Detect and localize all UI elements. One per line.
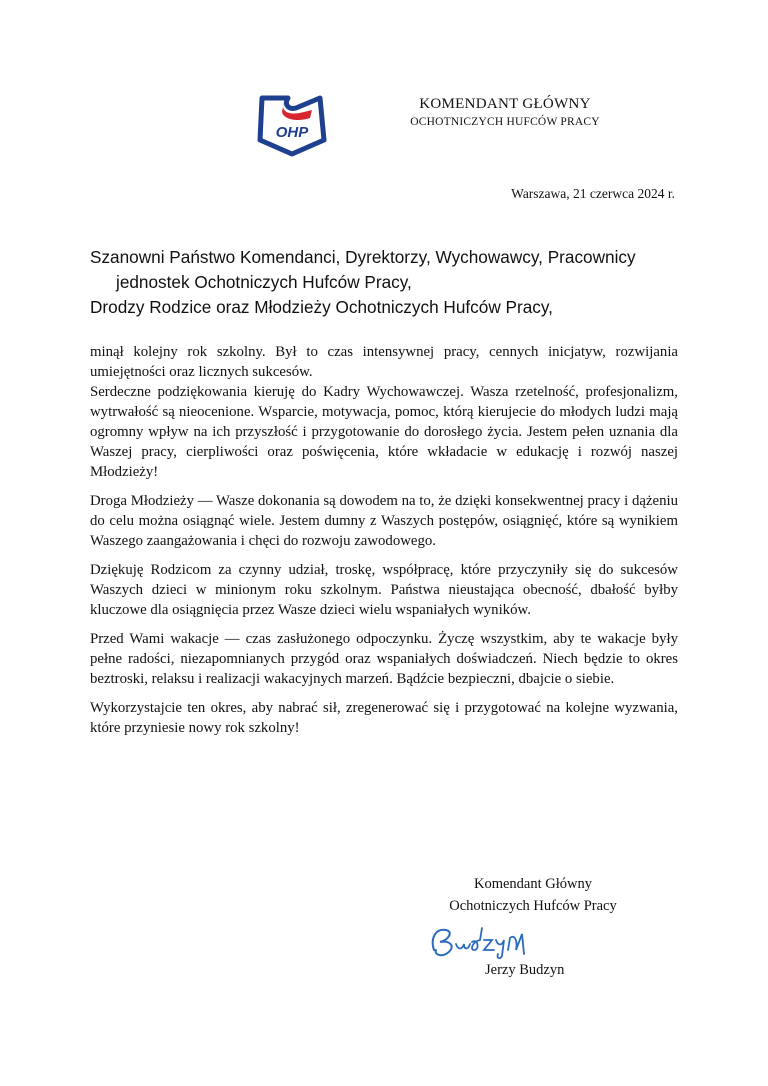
logo-text: OHP: [275, 124, 309, 141]
org-title-line1: KOMENDANT GŁÓWNY: [419, 96, 591, 112]
paragraph-4: Dziękuję Rodzicom za czynny udział, troskę, współpracę, które przyczyniły się do sukcesów Waszych dzieci w minionym roku szkolnym. Państwa nieustająca obecność, dbałość byłby kluczowe dla osiągnięcia przez Wasze dzieci wielu wspaniałych wyników.: [90, 562, 678, 618]
letter-body: [90, 342, 678, 738]
paragraph-1: minął kolejny rok szkolny. Był to czas intensywnej pracy, cennych inicjatyw, rozwijania umiejętności oraz licznych sukcesów.: [90, 344, 678, 380]
signature-title-line2: Ochotniczych Hufców Pracy: [449, 898, 617, 914]
signature-title: [428, 873, 638, 917]
signature-title-line1: Komendant Główny: [474, 876, 592, 892]
letter-date: Warszawa, 21 czerwca 2024 r.: [511, 186, 675, 201]
paragraph-2: Serdeczne podziękowania kieruję do Kadry Wychowawczej. Wasza rzetelność, profesjonalizm, wytrwałość są nieocenione. Wsparcie, motywacja, pomoc, którą kierujecie do młodych ludzi mają ogromny wpływ na ich przyszłość i przygotowanie do dorosłego życia. Jestem pełen uznania dla Waszej pracy, cierpliwości oraz poświęcenia, które wkładacie w edukację i rozwój naszej Młodzieży!: [90, 384, 678, 480]
signer-name: Jerzy Budzyn: [485, 962, 565, 978]
salutation-line2: jednostek Ochotniczych Hufców Pracy,: [116, 272, 412, 292]
salutation-line1: Szanowni Państwo Komendanci, Dyrektorzy, Wychowawcy, Pracownicy: [90, 247, 636, 267]
ohp-logo: [254, 88, 330, 160]
paragraph-5: Przed Wami wakacje — czas zasłużonego odpoczynku. Życzę wszystkim, aby te wakacje były pełne radości, niezapomnianych przygód oraz wspaniałych doświadczeń. Niech będzie to okres beztroski, relaksu i realizacji wakacyjnych marzeń. Bądźcie bezpieczni, dbajcie o siebie.: [90, 631, 678, 687]
paragraph-3: Droga Młodzieży — Wasze dokonania są dowodem na to, że dzięki konsekwentnej pracy i dążeniu do celu można osiągnąć wiele. Jestem dumny z Waszych postępów, osiągnięć, które są wynikiem Waszego zaangażowania i chęci do rozwoju zawodowego.: [90, 493, 678, 549]
org-title: [380, 94, 630, 130]
salutation-line3: Drodzy Rodzice oraz Młodzieży Ochotniczych Hufców Pracy,: [90, 297, 553, 317]
handwritten-signature: [426, 920, 536, 962]
salutation: [90, 245, 690, 320]
org-title-line2: OCHOTNICZYCH HUFCÓW PRACY: [410, 116, 600, 128]
paragraph-6: Wykorzystajcie ten okres, aby nabrać sił, zregenerować się i przygotować na kolejne wyzwania, które przyniesie nowy rok szkolny!: [90, 700, 678, 736]
